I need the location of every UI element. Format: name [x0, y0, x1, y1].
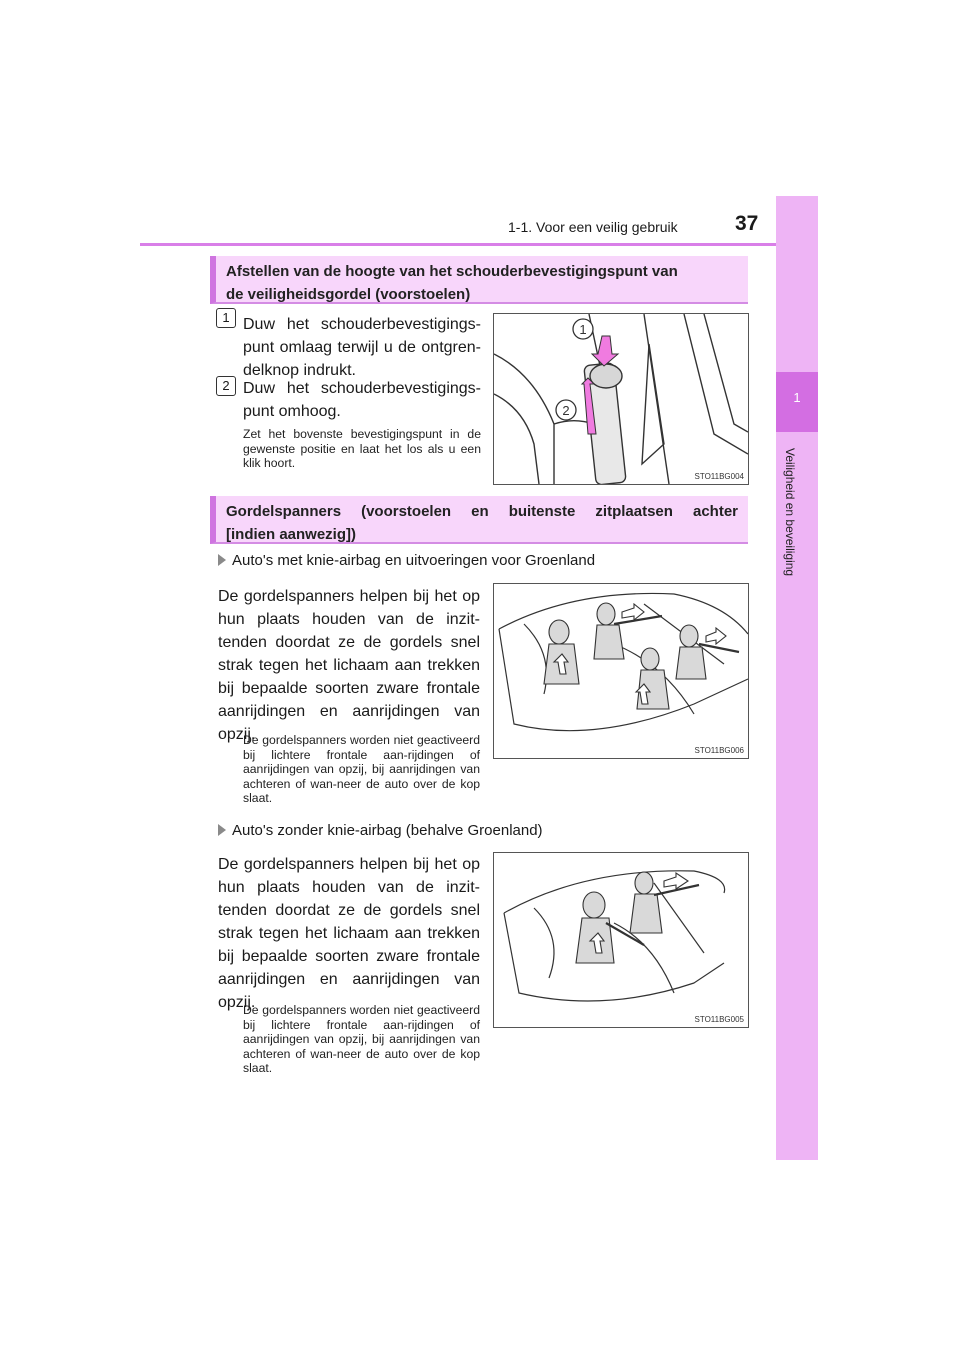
section-heading-line1: Gordelspanners (voorstoelen en buitenste zitplaatsen achter: [226, 503, 738, 520]
section-heading-line2: de veiligheidsgordel (voorstoelen): [226, 286, 471, 303]
figure-caption: STO11BG006: [694, 746, 744, 755]
step-2-text: Duw het schouderbevestigings-punt omhoog.: [243, 380, 481, 420]
chapter-number: 1: [793, 390, 801, 405]
breadcrumb: 1-1. Voor een veilig gebruik: [508, 219, 678, 235]
chapter-label: Veiligheid en beveiliging: [783, 448, 797, 577]
bullet-variant-2: [218, 821, 543, 841]
figure-caption: STO11BG004: [694, 472, 744, 481]
car-interior-illustration-1: [494, 584, 748, 758]
step-1-marker: 1: [216, 308, 236, 328]
page-number: 37: [735, 212, 759, 235]
header-rule: [140, 243, 818, 246]
bullet-variant-1-text: Auto's met knie-airbag en uitvoeringen voor Groenland: [232, 552, 596, 569]
shoulder-anchor-illustration: [494, 314, 748, 484]
figure-caption: STO11BG005: [694, 1015, 744, 1024]
step-2-marker: 2: [216, 376, 236, 396]
step-1-text: Duw het schouderbevestigings-punt omlaag terwijl u de ontgren-delknop indrukt.: [243, 316, 481, 379]
figure-shoulder-anchor: [493, 313, 749, 485]
note-text-2: De gordelspanners worden niet geactiveerd bij lichtere frontale aan-rijdingen of aanrijdingen van opzij, bij aanrijdingen van achteren of wan-neer de auto over de kop slaat.: [243, 1003, 480, 1075]
figure-pretensioners-without-knee-airbag: [493, 852, 749, 1028]
bullet-triangle-icon: [218, 554, 226, 566]
figure-pretensioners-with-knee-airbag: [493, 583, 749, 759]
figure-label-2: 2: [562, 403, 570, 418]
section-heading-line2: [indien aanwezig]): [226, 526, 357, 543]
note-text-1: De gordelspanners worden niet geactiveerd bij lichtere frontale aan-rijdingen of aanrijdingen van opzij, bij aanrijdingen van achteren of wan-neer de auto over de kop slaat.: [243, 733, 480, 805]
section-heading-pretensioners: [210, 496, 748, 544]
car-interior-illustration-2: [494, 853, 748, 1027]
body-text-1: De gordelspanners helpen bij het op hun plaats houden van de inzit-tenden doordat ze de gordels snel strak tegen het lichaam aan trekken bij bepaalde soorten zware frontale aanrijdingen en aanrijdingen van opzij.: [218, 588, 480, 743]
step-note: Zet het bovenste bevestigingspunt in de gewenste positie en laat het los als u een klik hoort.: [243, 427, 481, 470]
section-heading-line1: Afstellen van de hoogte van het schouderbevestigingspunt van: [226, 263, 678, 280]
body-text-2: De gordelspanners helpen bij het op hun plaats houden van de inzit-tenden doordat ze de gordels snel strak tegen het lichaam aan trekken bij bepaalde soorten zware frontale aanrijdingen en aanrijdingen van opzij.: [218, 856, 480, 1011]
figure-label-1: 1: [579, 322, 587, 337]
bullet-variant-1: [218, 551, 595, 571]
chapter-side-tab: [776, 196, 818, 1160]
section-heading-shoulder-anchor: [210, 256, 748, 304]
bullet-triangle-icon: [218, 824, 226, 836]
bullet-variant-2-text: Auto's zonder knie-airbag (behalve Groenland): [232, 822, 543, 839]
